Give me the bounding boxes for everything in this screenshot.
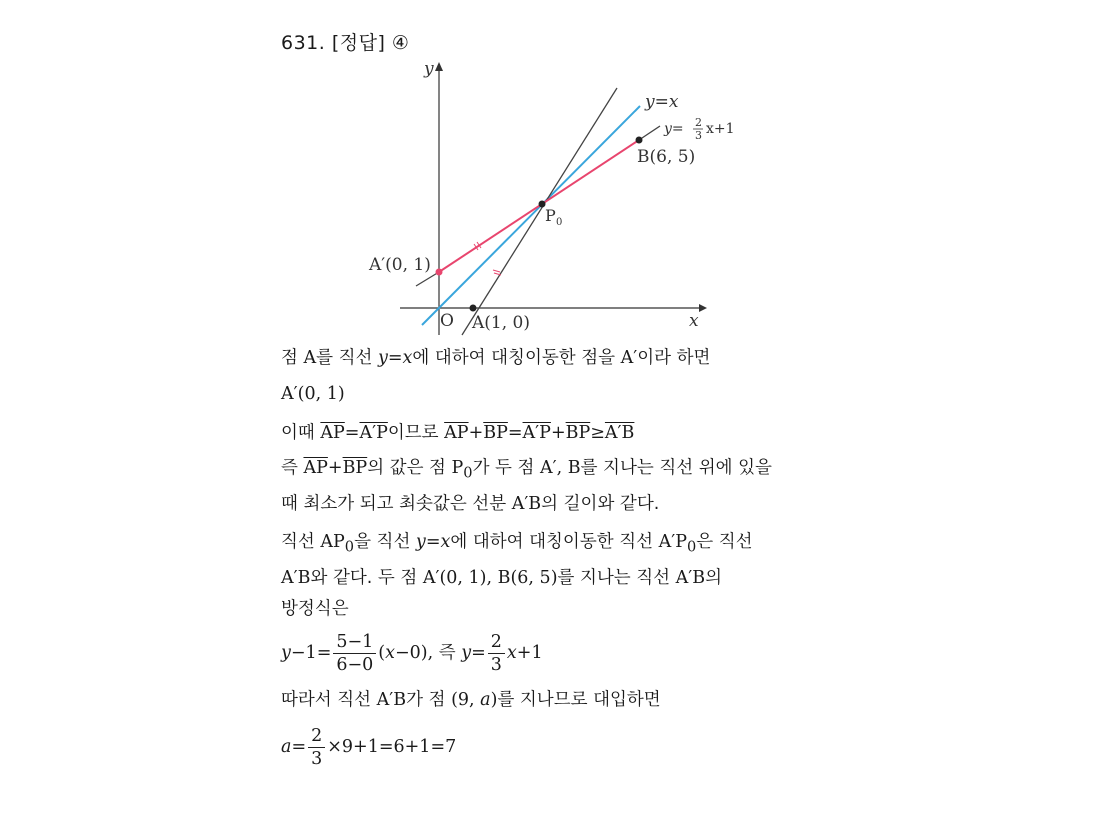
math-var: y: [415, 532, 426, 552]
point-p0-subscript: 0: [556, 217, 563, 228]
solution-line-11: [281, 722, 456, 772]
text: 을 직선: [354, 532, 416, 552]
math-point: A′: [620, 348, 638, 368]
math-segment: $\overline{BP}$: [342, 458, 368, 478]
line2-label-den: 3: [695, 129, 702, 142]
text: 이때: [281, 423, 321, 443]
text: 가 점: [406, 690, 452, 710]
solution-line-7: [281, 566, 722, 590]
solution-line-6: [281, 530, 753, 560]
point-p0-label: P: [545, 206, 556, 225]
math-op: =: [344, 423, 360, 443]
math-op: =: [291, 737, 307, 757]
math-var: x: [506, 643, 517, 663]
fraction-two-thirds: [308, 725, 325, 770]
text: 이므로: [387, 423, 445, 443]
text: 즉: [438, 643, 462, 663]
math-line: A′B: [376, 690, 407, 710]
line-y-equals-x-label: y=x: [645, 92, 679, 112]
fraction-numerator: 2: [308, 725, 325, 748]
math-var: x: [402, 348, 413, 368]
text: 따라서 직선: [281, 690, 377, 710]
text: 은 직선: [696, 532, 753, 552]
math-segment: $\overline{AP}$: [444, 423, 469, 443]
math-var: a: [281, 737, 292, 757]
x-axis-label: x: [689, 311, 699, 331]
problem-heading: 631. [정답] ④: [281, 32, 410, 54]
line2-label-num: 2: [695, 116, 702, 129]
math-segment: $\overline{BP}$: [483, 423, 508, 443]
math-coords: A′(0, 1): [281, 384, 345, 404]
math-op: (: [378, 643, 386, 663]
math-point-a: A: [303, 348, 317, 368]
text: 에 대하여 대칭이동한 점을: [412, 348, 621, 368]
origin-label: O: [440, 311, 454, 331]
solution-line-2: [281, 382, 345, 406]
math-subscript: 0: [463, 464, 473, 482]
text: 에 대하여 대칭이동한 직선: [450, 532, 659, 552]
math-expression: ×9+1=6+1=7: [327, 737, 457, 757]
text: 를 지나는 직선: [557, 568, 676, 588]
text: 를 직선: [316, 348, 378, 368]
solution-line-3: [281, 421, 634, 445]
y-axis-arrow: [435, 62, 443, 71]
math-points: A′, B: [539, 458, 581, 478]
math-var: y: [377, 348, 388, 368]
math-points: A′(0, 1), B(6, 5): [422, 568, 558, 588]
fraction-denominator: 3: [490, 654, 502, 675]
math-op: +: [550, 423, 566, 443]
text: 의 값은 점: [367, 458, 452, 478]
math-var: x: [440, 532, 451, 552]
math-op: −0),: [395, 643, 439, 663]
math-subscript: 0: [344, 538, 355, 556]
y-axis-label: y: [424, 59, 434, 79]
point-a-dot: [470, 305, 477, 312]
solution-line-9: [281, 628, 543, 678]
math-subscript: 0: [686, 538, 697, 556]
math-segment: $\overline{BP}$: [565, 423, 591, 443]
text: 점: [281, 348, 304, 368]
math-op: ≥: [590, 423, 605, 443]
math-var: a: [480, 690, 491, 710]
fraction-slope: [333, 631, 376, 676]
line-a-p0: [462, 88, 617, 335]
math-segment: A′B: [604, 423, 635, 443]
math-var: y: [281, 643, 291, 663]
x-axis-arrow: [699, 304, 707, 312]
solution-line-4: [281, 456, 772, 486]
text: 를 지나므로 대입하면: [497, 690, 661, 710]
math-op: +1: [516, 643, 543, 663]
fraction-numerator: 2: [488, 631, 505, 654]
math-var: x: [385, 643, 395, 663]
text: 의 길이와 같다.: [541, 494, 660, 514]
math-line: A′B: [675, 568, 706, 588]
math-op: =: [507, 423, 523, 443]
line-y-equals-x: [422, 106, 640, 325]
solution-line-8: [281, 597, 349, 621]
math-op: =: [425, 532, 441, 552]
solution-line-10: [281, 688, 661, 712]
line2-label-prefix: y=: [664, 121, 684, 137]
fraction-denominator: 6−0: [336, 654, 374, 675]
math-point: P: [451, 458, 464, 478]
line2-label-rest: x+1: [706, 121, 735, 137]
math-line: A′B: [281, 568, 311, 588]
solution-line-1: [281, 346, 710, 370]
text: 와 같다. 두 점: [310, 568, 423, 588]
text: 의: [705, 568, 723, 588]
text: 즉: [281, 458, 304, 478]
fraction-denominator: 3: [311, 748, 323, 769]
math-line: A′P: [658, 532, 687, 552]
math-coords: (9,: [451, 690, 481, 710]
math-segment: A′P: [522, 423, 551, 443]
text: 직선: [281, 532, 321, 552]
solution-line-5: [281, 492, 659, 516]
equal-tick-lower: [493, 270, 501, 275]
segment-a-prime-b: [439, 140, 639, 272]
point-a-prime-dot: [436, 269, 443, 276]
math-var: y: [461, 643, 472, 663]
coordinate-figure: [360, 55, 760, 340]
text: 가 두 점: [472, 458, 540, 478]
point-a-label: A(1, 0): [472, 313, 530, 333]
math-line: AP: [320, 532, 345, 552]
fraction-two-thirds: [488, 631, 505, 676]
math-segment: A′B: [511, 494, 542, 514]
math-op: =: [471, 643, 486, 663]
line-ab-ext-right: [639, 126, 660, 140]
math-op: +: [327, 458, 343, 478]
math-segment: $\overline{AP}$: [320, 423, 345, 443]
text: 이라 하면: [637, 348, 711, 368]
point-a-prime-label: A′(0, 1): [369, 255, 431, 275]
point-b-label: B(6, 5): [637, 147, 696, 167]
math-segment: $\overline{AP}$: [303, 458, 328, 478]
math-op: =: [387, 348, 403, 368]
math-op: −1=: [290, 643, 332, 663]
point-b-dot: [636, 137, 643, 144]
text: 를 지나는 직선 위에 있을: [580, 458, 772, 478]
math-op: +: [468, 423, 484, 443]
math-op: ): [490, 690, 498, 710]
fraction-numerator: 5−1: [333, 631, 376, 654]
math-segment: A′P: [359, 423, 388, 443]
text: 때 최소가 되고 최솟값은 선분: [281, 494, 512, 514]
text: 방정식은: [281, 599, 349, 619]
